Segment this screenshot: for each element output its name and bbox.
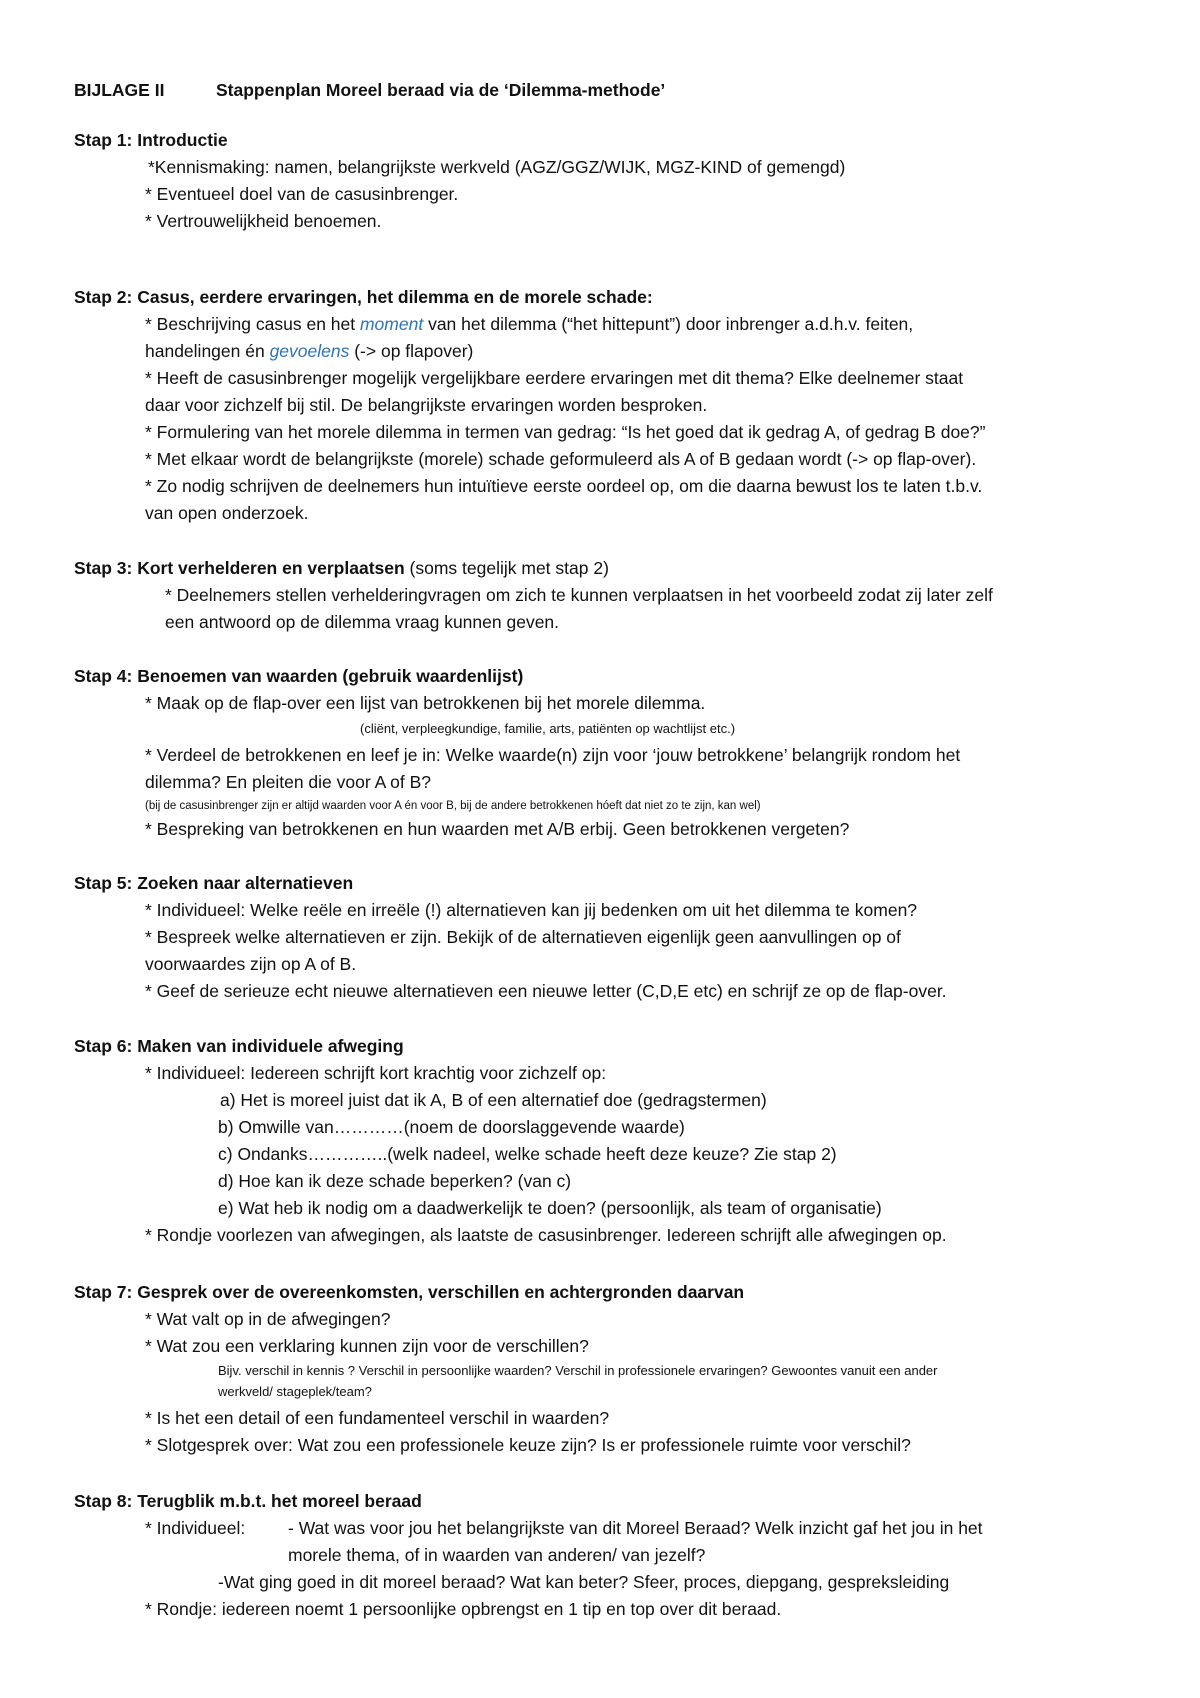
- step6-heading: Stap 6: Maken van individuele afweging: [74, 1036, 404, 1056]
- step3-heading-note: (soms tegelijk met stap 2): [404, 558, 609, 578]
- step8-line: - Wat was voor jou het belangrijkste van dit Moreel Beraad? Welk inzicht gaf het jou in het: [288, 1518, 983, 1538]
- step4-line: * Verdeel de betrokkenen en leef je in: Welke waarde(n) zijn voor ‘jouw betrokkene’ belangrijk rondom het: [145, 745, 961, 765]
- step6-sub-b: b) Omwille van…………(noem de doorslaggevende waarde): [218, 1117, 685, 1137]
- step4-line: * Bespreking van betrokkenen en hun waarden met A/B erbij. Geen betrokkenen vergeten?: [145, 819, 850, 839]
- step6-sub-c: c) Ondanks…………..(welk nadeel, welke schade heeft deze keuze? Zie stap 2): [218, 1144, 837, 1164]
- step2-line: [145, 340, 473, 362]
- step2-emphasis-moment: moment: [359, 314, 424, 334]
- step2-text: (-> op flapover): [349, 341, 474, 361]
- step2-line: * Zo nodig schrijven de deelnemers hun intuïtieve eerste oordeel op, om die daarna bewust los te laten t.b.v.: [145, 476, 983, 496]
- step4-note: (cliënt, verpleegkundige, familie, arts, patiënten op wachtlijst etc.): [360, 721, 736, 736]
- step8-line: morele thema, of in waarden van anderen/ van jezelf?: [288, 1545, 706, 1565]
- step5-line: * Bespreek welke alternatieven er zijn. Bekijk of de alternatieven eigenlijk geen aanvullingen op of: [145, 927, 901, 947]
- step3-heading-text: Stap 3: Kort verhelderen en verplaatsen: [74, 558, 405, 578]
- step6-sub-a: a) Het is moreel juist dat ik A, B of een alternatief doe (gedragstermen): [220, 1090, 767, 1110]
- step5-heading: Stap 5: Zoeken naar alternatieven: [74, 873, 354, 893]
- step1-heading: Stap 1: Introductie: [74, 130, 228, 150]
- step5-line: * Geef de serieuze echt nieuwe alternatieven een nieuwe letter (C,D,E etc) en schrijf ze op de flap-over.: [145, 981, 947, 1001]
- document-title: Stappenplan Moreel beraad via de ‘Dilemma-methode’: [216, 80, 666, 100]
- step3-line: * Deelnemers stellen verhelderingvragen om zich te kunnen verplaatsen in het voorbeeld zodat zij later zelf: [165, 585, 993, 605]
- step8-line: -Wat ging goed in dit moreel beraad? Wat kan beter? Sfeer, proces, diepgang, gespreksleiding: [218, 1572, 950, 1592]
- step7-note: werkveld/ stageplek/team?: [218, 1384, 372, 1399]
- step2-line: * Heeft de casusinbrenger mogelijk vergelijkbare eerdere ervaringen met dit thema? Elke deelnemer staat: [145, 368, 964, 388]
- step6-line: * Individueel: Iedereen schrijft kort krachtig voor zichzelf op:: [145, 1063, 607, 1083]
- appendix-label: BIJLAGE II: [74, 80, 165, 100]
- step3-heading: [74, 557, 609, 579]
- step2-text: handelingen én: [145, 341, 270, 361]
- step7-note: Bijv. verschil in kennis ? Verschil in persoonlijke waarden? Verschil in professionele ervaringen? Gewoontes vanuit een ander: [218, 1363, 938, 1378]
- step4-heading: Stap 4: Benoemen van waarden (gebruik waardenlijst): [74, 666, 524, 686]
- step7-heading: Stap 7: Gesprek over de overeenkomsten, verschillen en achtergronden daarvan: [74, 1282, 745, 1302]
- step1-line: *Kennismaking: namen, belangrijkste werkveld (AGZ/GGZ/WIJK, MGZ-KIND of gemengd): [148, 157, 846, 177]
- step2-line: daar voor zichzelf bij stil. De belangrijkste ervaringen worden besproken.: [145, 395, 708, 415]
- step4-line: dilemma? En pleiten die voor A of B?: [145, 772, 432, 792]
- step7-line: * Wat zou een verklaring kunnen zijn voor de verschillen?: [145, 1336, 589, 1356]
- step4-line: * Maak op de flap-over een lijst van betrokkenen bij het morele dilemma.: [145, 693, 706, 713]
- step8-heading: Stap 8: Terugblik m.b.t. het moreel beraad: [74, 1491, 422, 1511]
- step7-line: * Slotgesprek over: Wat zou een professionele keuze zijn? Is er professionele ruimte voor verschil?: [145, 1435, 911, 1455]
- step4-footnote: (bij de casusinbrenger zijn er altijd waarden voor A én voor B, bij de andere betrokkenen hóeft dat niet zo te zijn, kan wel): [145, 800, 761, 812]
- step2-heading: Stap 2: Casus, eerdere ervaringen, het dilemma en de morele schade:: [74, 287, 653, 307]
- step8-label: * Individueel:: [145, 1518, 246, 1538]
- step2-text: van het dilemma (“het hittepunt”) door inbrenger a.d.h.v. feiten,: [423, 314, 914, 334]
- step2-line: [145, 313, 913, 335]
- step2-text: * Beschrijving casus en het: [145, 314, 360, 334]
- step2-emphasis-gevoelens: gevoelens: [269, 341, 350, 361]
- step6-sub-e: e) Wat heb ik nodig om a daadwerkelijk te doen? (persoonlijk, als team of organisatie): [218, 1198, 882, 1218]
- step5-line: * Individueel: Welke reële en irreële (!) alternatieven kan jij bedenken om uit het dilemma te komen?: [145, 900, 918, 920]
- step2-line: * Formulering van het morele dilemma in termen van gedrag: “Is het goed dat ik gedrag A, of gedrag B doe?”: [145, 422, 986, 442]
- step8-line: * Rondje: iedereen noemt 1 persoonlijke opbrengst en 1 tip en top over dit beraad.: [145, 1599, 782, 1619]
- step6-line: * Rondje voorlezen van afwegingen, als laatste de casusinbrenger. Iedereen schrijft alle afwegingen op.: [145, 1225, 947, 1245]
- step5-line: voorwaardes zijn op A of B.: [145, 954, 357, 974]
- step2-line: * Met elkaar wordt de belangrijkste (morele) schade geformuleerd als A of B gedaan wordt (-> op flap-over).: [145, 449, 977, 469]
- step3-line: een antwoord op de dilemma vraag kunnen geven.: [165, 612, 560, 632]
- step1-line: * Eventueel doel van de casusinbrenger.: [145, 184, 459, 204]
- step6-sub-d: d) Hoe kan ik deze schade beperken? (van c): [218, 1171, 572, 1191]
- step7-line: * Is het een detail of een fundamenteel verschil in waarden?: [145, 1408, 610, 1428]
- step7-line: * Wat valt op in de afwegingen?: [145, 1309, 391, 1329]
- step1-line: * Vertrouwelijkheid benoemen.: [145, 211, 382, 231]
- step2-line: van open onderzoek.: [145, 503, 309, 523]
